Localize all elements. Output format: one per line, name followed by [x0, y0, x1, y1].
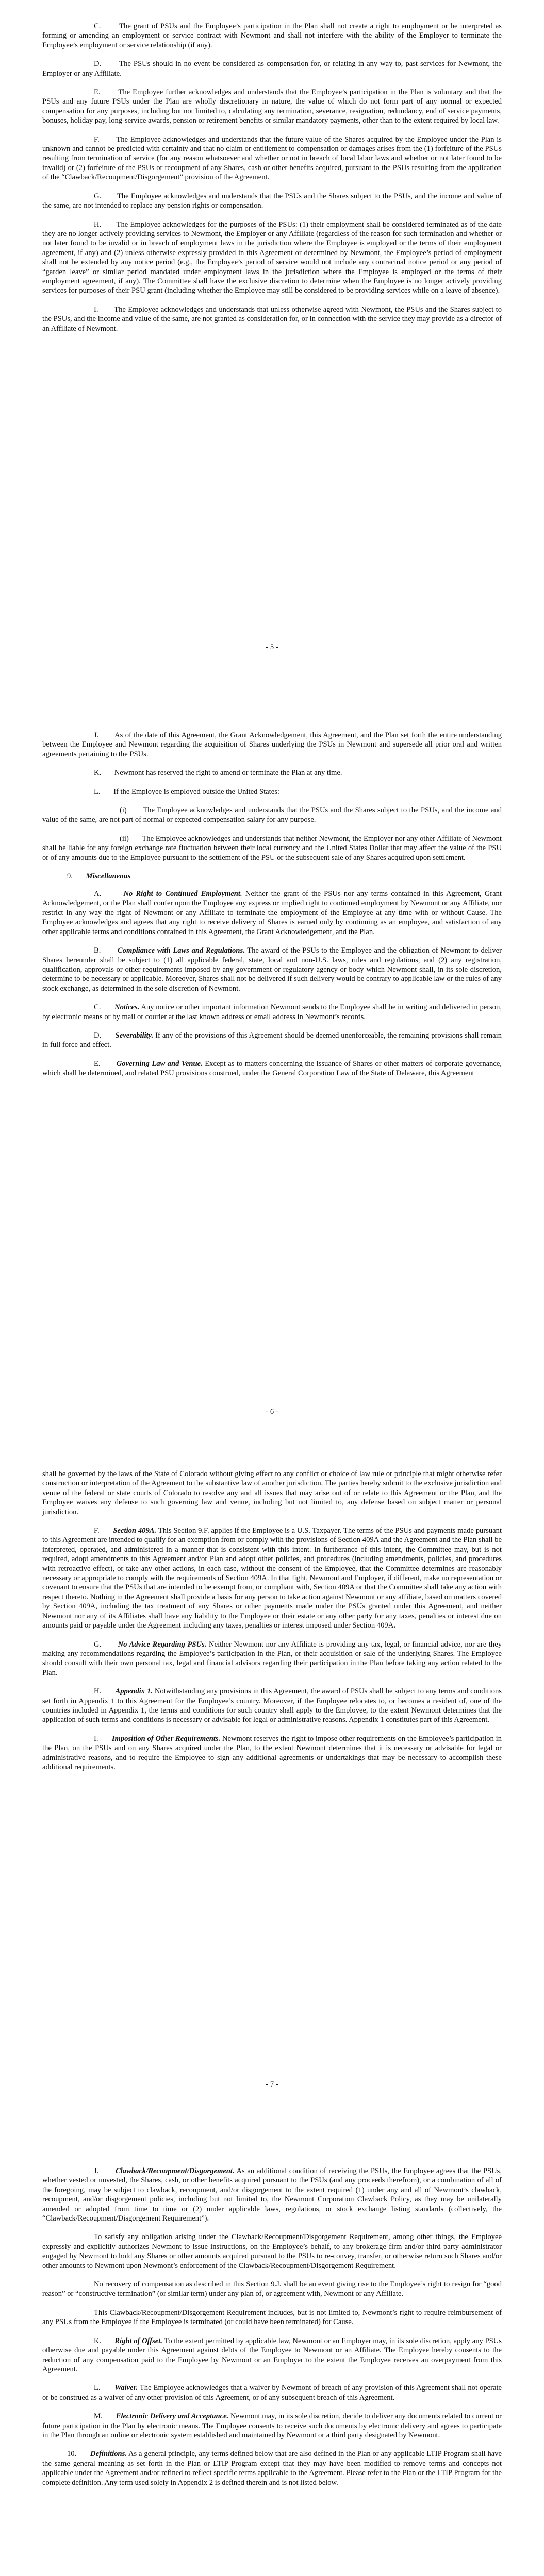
paragraph-9h: H. Appendix 1. Notwithstanding any provisions in this Agreement, the award of PSUs shall be subject to any terms and conditions set forth in Appendix 1 to this Agreement for the Employee’s country. Moreover, if the Employee relocates to, or becomes a resident of, one of the countries included in Appendix 1, the terms and conditions for such country shall apply to the Employee, to the extent Newmont determines that the application of such terms and conditions is necessary or advisable for legal or administrative reasons. Appendix 1 constitutes part of this Agreement. [42, 1687, 502, 1724]
paragraph-9l: L. Waiver. The Employee acknowledges that a waiver by Newmont of breach of any provision of this Agreement shall not operate or be construed as a waiver of any other provision of this Agreement, or of any subsequent breach of this Agreement. [42, 2384, 502, 2402]
document-page-5 [0, 0, 544, 659]
paragraph-9k: K. Right of Offset. To the extent permitted by applicable law, Newmont or an Employer may, in its sole discretion, apply any PSUs otherwise due and payable under this Agreement against debts of the Employee to Newmont or an Affiliate. The Employee hereby consents to the reduction of any compensation paid to the Employee by Newmont or an Employer to the extent the Employee receives an overpayment from this Agreement. [42, 2336, 502, 2374]
page-number: - 6 - [266, 1408, 278, 1416]
document-page-7 [0, 1437, 544, 2097]
paragraph-9j-reimbursement: This Clawback/Recoupment/Disgorgement Requirement includes, but is not limited to, Newmont’s right to require reimbursement of any PSUs from the Employee if the Employee is terminated (or could have been terminated) for Cause. [42, 2308, 502, 2327]
paragraph-c: C. The grant of PSUs and the Employee’s participation in the Plan shall not create a right to employment or be interpreted as forming or amending an employment or service contract with Newmont and shall not interfere with the ability of the Employer to terminate the Employee’s employment or service relationship (if any). [42, 22, 502, 49]
paragraph-9g: G. No Advice Regarding PSUs. Neither Newmont nor any Affiliate is providing any tax, legal, or financial advice, nor are they making any recommendations regarding the Employee’s participation in the Plan, or their acquisition or sale of the underlying Shares. The Employee should consult with their own personal tax, legal and financial advisors regarding their participation in the Plan before taking any action related to the Plan. [42, 1640, 502, 1677]
paragraph-l-ii: (ii) The Employee acknowledges and understands that neither Newmont, the Employer nor any other Affiliate of Newmont shall be liable for any foreign exchange rate fluctuation between their local currency and the United States Dollar that may affect the value of the PSU or of any amounts due to the Employee pursuant to the settlement of the PSU or the subsequent sale of any Shares acquired upon settlement. [42, 834, 502, 862]
paragraph-9f: F. Section 409A. This Section 9.F. applies if the Employee is a U.S. Taxpayer. The terms of the PSUs and payments made pursuant to this Agreement are intended to qualify for an exemption from or comply with the provisions of Section 409A and the Agreement and the Plan shall be interpreted, operated, and administered in a manner that is consistent with this intent. In furtherance of this intent, the Committee may, but is not required, adopt amendments to this Agreement and/or Plan and adopt other policies, and procedures (including amendments, policies, and procedures with retroactive effect), or take any other actions, in each case, without the consent of the Employee, that the Committee determines are reasonably necessary or appropriate to comply with the requirements of Section 409A. In that light, Newmont and Employer, if different, make no representation or covenant to ensure that the PSUs that are intended to be exempt from, or compliant with, Section 409A or that the Committee shall take any action with respect thereto. Nothing in the Agreement shall provide a basis for any person to take action against Newmont or any affiliate, based on matters covered by Section 409A, including the tax treatment of any Shares or other payments made under the PSUs granted under this Agreement, and neither Newmont nor any of its Affiliates shall have any liability to the Employee or their estate or any other party for any taxes, penalties or interest due on amounts paid or payable under the Agreement including any taxes, penalties or interest imposed under Section 409A. [42, 1527, 502, 1630]
paragraph-9a: A. No Right to Continued Employment. Neither the grant of the PSUs nor any terms contained in this Agreement, Grant Acknowledgement, or the Plan shall confer upon the Employee any express or implied right to continued employment by Newmont or any Affiliate, nor restrict in any way the right of Newmont or any Affiliate to terminate the employment of the Employee at any time with or without Cause. The Employee acknowledges and agrees that any right to receive delivery of Shares is earned only by continuing as an employee, and satisfaction of any other applicable terms and conditions contained in this Agreement, the Grant Acknowledgement, and the Plan. [42, 890, 502, 936]
page-number: - 5 - [266, 643, 278, 651]
page-number: - 7 - [266, 2080, 278, 2089]
paragraph-9d: D. Severability. If any of the provisions of this Agreement should be deemed unenforceable, the remaining provisions shall remain in full force and effect. [42, 1031, 502, 1049]
paragraph-e: E. The Employee further acknowledges and understands that the Employee’s participation in the Plan is voluntary and that the PSUs and any future PSUs under the Plan are wholly discretionary in nature, the value of which do not form part of any normal or expected compensation for any purposes, including but not limited to, calculating any termination, severance, resignation, redundancy, end of service payments, bonuses, holiday pay, long-service awards, pension or retirement benefits or similar mandatory payments, other than to the extent required by local law. [42, 88, 502, 125]
paragraph-k: K. Newmont has reserved the right to amend or terminate the Plan at any time. [94, 769, 342, 777]
document-page-6 [0, 702, 544, 1415]
paragraph-d: D. The PSUs should in no event be considered as compensation for, or relating in any way to, past services for Newmont, the Employer or any Affiliate. [42, 60, 502, 78]
document-page-8 [0, 2136, 544, 2576]
section-10-definitions: 10. Definitions. As a general principle, any terms defined below that are also defined in the Plan or any applicable LTIP Program shall have the same general meaning as set forth in the Plan or LTIP Program except that they may have been modified to remove terms and concepts not applicable under the Agreement and/or refined to reflect specific terms applicable to the Agreement. Please refer to the Plan or the LTIP Program for the complete definition. Any term used solely in Appendix 2 is defined therein and is not listed below. [42, 2450, 502, 2487]
paragraph-j: J. As of the date of this Agreement, the Grant Acknowledgement, this Agreement, and the Plan set forth the entire understanding between the Employee and Newmont regarding the acquisition of Shares underlying the PSUs in Newmont and supersede all prior oral and written agreements pertaining to the PSUs. [42, 731, 502, 758]
paragraph-9j-authorization: To satisfy any obligation arising under the Clawback/Recoupment/Disgorgement Requirement, among other things, the Employee expressly and explicitly authorizes Newmont to issue instructions, on the Employee’s behalf, to any brokerage firm and/or third party administrator engaged by Newmont to hold any Shares or other amounts acquired pursuant to the PSUs to re-convey, transfer, or otherwise return such Shares and/or other amounts to Newmont upon Newmont’s enforcement of the Clawback/Recoupment/Disgorgement Requirement. [42, 2233, 502, 2270]
paragraph-f: F. The Employee acknowledges and understands that the future value of the Shares acquired by the Employee under the Plan is unknown and cannot be predicted with certainty and that no claim or entitlement to compensation or damages arises from the (1) forfeiture of the PSUs resulting from termination of service (for any reason whatsoever and whether or not in breach of local labor laws and whether or not later found to be invalid) or (2) forfeiture of the PSUs or recoupment of any Shares, cash or other benefits acquired, pursuant to the PSUs resulting from the application of the “Clawback/Recoupment/Disgorgement” provision of the Agreement. [42, 135, 502, 182]
section-9-heading: 9. Miscellaneous [67, 872, 131, 881]
paragraph-9i: I. Imposition of Other Requirements. Newmont reserves the right to impose other requirements on the Employee’s participation in the Plan, on the PSUs and on any Shares acquired under the Plan, to the extent Newmont determines that it is necessary or advisable for legal or administrative reasons, and to require the Employee to sign any additional agreements or undertakings that may be necessary to accomplish these additional requirements. [42, 1734, 502, 1771]
paragraph-9e: E. Governing Law and Venue. Except as to matters concerning the issuance of Shares or other matters of corporate governance, which shall be determined, and related PSU provisions construed, under the General Corporation Law of the State of Delaware, this Agreement [42, 1059, 502, 1078]
paragraph-9j-no-good-reason: No recovery of compensation as described in this Section 9.J. shall be an event giving rise to the Employee’s right to resign for “good reason” or “constructive termination” (or similar term) under any plan of, or agreement with, Newmont or any Affiliate. [42, 2280, 502, 2298]
paragraph-9j: J. Clawback/Recoupment/Disgorgement. As an additional condition of receiving the PSUs, the Employee agrees that the PSUs, whether vested or unvested, the Shares, cash, or other benefits acquired pursuant to the PSUs (and any proceeds therefrom), or a combination of all of the foregoing, may be subject to clawback, recoupment, and/or disgorgement to the extent required (1) under any and all of Newmont’s clawback, recoupment, and/or disgorgement policies, including but not limited to, the Newmont Corporation Clawback Policy, as they may be unilaterally amended or adopted from time to time or (2) under applicable laws, regulations, or stock exchange listing standards (collectively, the “Clawback/Recoupment/Disgorgement Requirement”). [42, 2167, 502, 2223]
paragraph-9m: M. Electronic Delivery and Acceptance. Newmont may, in its sole discretion, decide to deliver any documents related to current or future participation in the Plan by electronic means. The Employee consents to receive such documents by electronic delivery and agrees to participate in the Plan through an online or electronic system established and maintained by Newmont or a third party designated by Newmont. [42, 2412, 502, 2439]
paragraph-i: I. The Employee acknowledges and understands that unless otherwise agreed with Newmont, the PSUs and the Shares subject to the PSUs, and the income and value of the same, are not granted as consideration for, or in connection with the service they may provide as a director of an Affiliate of Newmont. [42, 305, 502, 333]
paragraph-9e-continued: shall be governed by the laws of the State of Colorado without giving effect to any conflict or choice of law rule or principle that might otherwise refer construction or interpretation of the Agreement to the substantive law of another jurisdiction. The parties hereby submit to the exclusive jurisdiction and venue of the federal or state courts of Colorado to resolve any and all issues that may arise out of or relate to this Agreement or the Plan, and the Employee waives any defense to such governing law and venue, including but not limited to, any defense based on subject matter or personal jurisdiction. [42, 1470, 502, 1516]
paragraph-9c: C. Notices. Any notice or other important information Newmont sends to the Employee shall be in writing and delivered in person, by electronic means or by mail or courier at the last known address or email address in Newmont’s records. [42, 1003, 502, 1021]
paragraph-l-i: (i) The Employee acknowledges and understands that the PSUs and the Shares subject to the PSUs, and the income and value of the same, are not part of normal or expected compensation salary for any purpose. [42, 806, 502, 824]
paragraph-g: G. The Employee acknowledges and understands that the PSUs and the Shares subject to the PSUs, and the income and value of the same, are not intended to replace any pension rights or compensation. [42, 192, 502, 210]
paragraph-h: H. The Employee acknowledges for the purposes of the PSUs: (1) their employment shall be considered terminated as of the date they are no longer actively providing services to Newmont, the Employer or any Affiliate (regardless of the reason for such termination and whether or not later found to be invalid or in breach of employment laws in the jurisdiction where the Employee is employed or the terms of their employment agreement, if any) and (2) unless otherwise expressly provided in this Agreement or determined by Newmont, the Employee’s period of employment shall not be extended by any notice period (e.g., the Employee’s period of service would not include any contractual notice period or any period of “garden leave” or similar period mandated under employment laws in the jurisdiction where the Employee is employed or the terms of their employment agreement, if any). The Committee shall have the exclusive discretion to determine when the Employee is no longer actively providing services for purposes of their PSU grant (including whether the Employee may still be considered to be providing services while on a leave of absence). [42, 220, 502, 295]
paragraph-l: L. If the Employee is employed outside the United States: [94, 787, 279, 796]
paragraph-9b: B. Compliance with Laws and Regulations. The award of the PSUs to the Employee and the obligation of Newmont to deliver Shares hereunder shall be subject to (1) all applicable federal, state, local and non-U.S. laws, rules and regulations, and (2) any registration, qualification, approvals or other requirements imposed by any government or regulatory agency or body which Newmont shall, in its sole discretion, determine to be necessary or applicable. Moreover, Shares shall not be delivered if such delivery would be contrary to applicable law or the rules of any stock exchange, as determined in the sole discretion of Newmont. [42, 946, 502, 993]
